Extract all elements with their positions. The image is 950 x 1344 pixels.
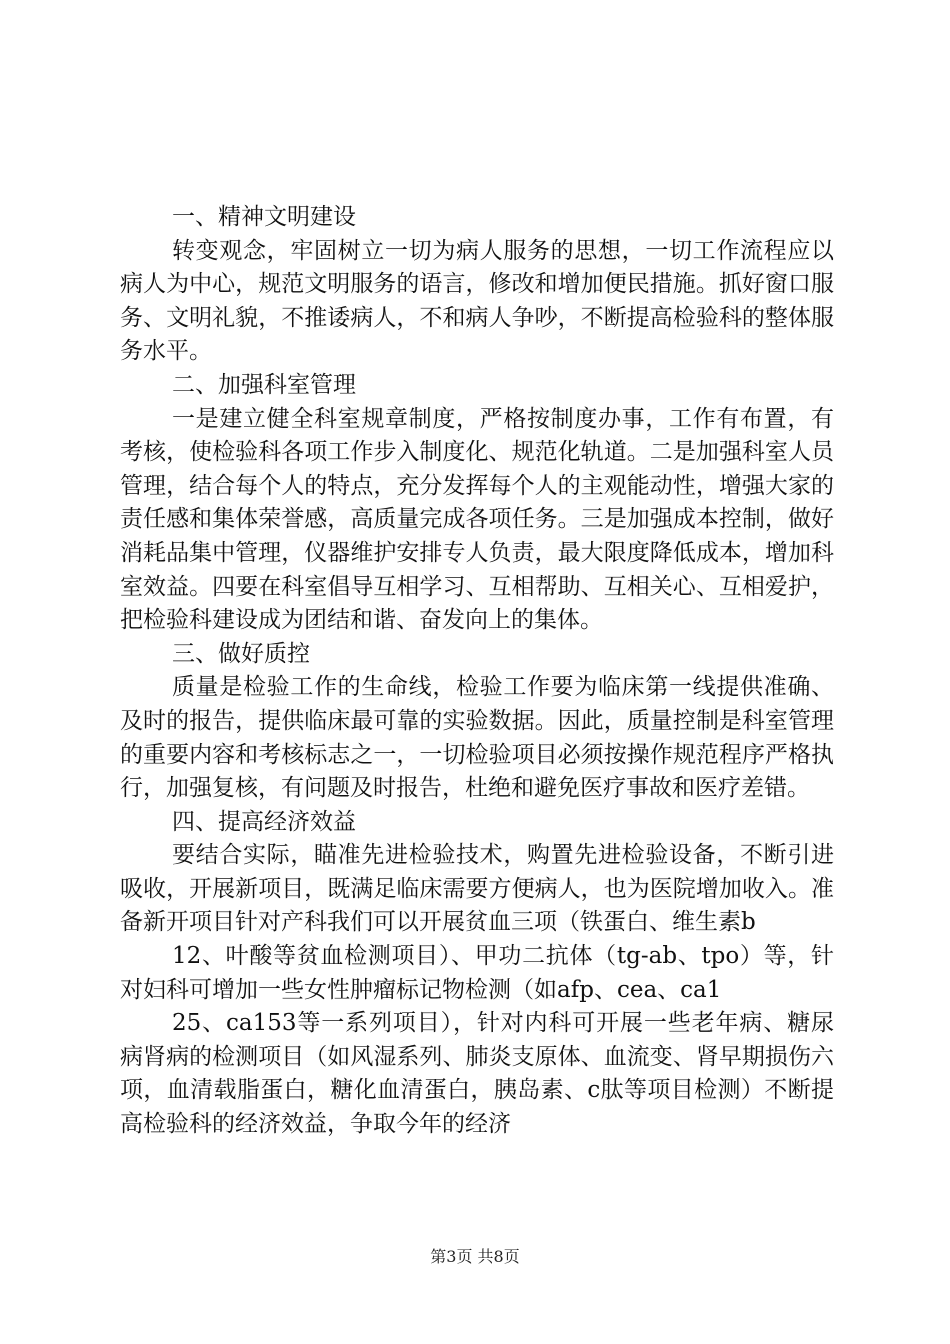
document-body	[120, 201, 834, 1142]
section-heading: 二、加强科室管理	[172, 371, 356, 398]
body-paragraph: 一是建立健全科室规章制度，严格按制度办事，工作有布置，有考核，使检验科各项工作步入制度化、规范化轨道。二是加强科室人员管理，结合每个人的特点，充分发挥每个人的主观能动性，增强大家的责任感和集体荣誉感，高质量完成各项任务。三是加强成本控制，做好消耗品集中管理，仪器维护安排专人负责，最大限度降低成本，增加科室效益。四要在科室倡导互相学习、互相帮助、互相关心、互相爱护，把检验科建设成为团结和谐、奋发向上的集体。	[120, 405, 834, 634]
section-heading: 一、精神文明建设	[172, 204, 356, 230]
body-paragraph: 质量是检验工作的生命线，检验工作要为临床第一线提供准确、及时的报告，提供临床最可靠的实验数据。因此，质量控制是科室管理的重要内容和考核标志之一，一切检验项目必须按操作规范程序严格执行，加强复核，有问题及时报告，杜绝和避免医疗事故和医疗差错。	[120, 674, 834, 802]
section-heading: 三、做好质控	[172, 640, 310, 667]
body-paragraph: 12、叶酸等贫血检测项目）、甲功二抗体（tg-ab、tpo）等，针对妇科可增加一些女性肿瘤标记物检测（如afp、cea、ca1	[120, 943, 834, 1003]
section-heading: 四、提高经济效益	[172, 808, 356, 835]
body-paragraph: 转变观念，牢固树立一切为病人服务的思想，一切工作流程应以病人为中心，规范文明服务的语言，修改和增加便民措施。抓好窗口服务、文明礼貌，不推诿病人，不和病人争吵，不断提高检验科的整体服务水平。	[120, 237, 834, 365]
page-number-footer: 第3页 共8页	[430, 1247, 520, 1266]
body-paragraph: 要结合实际，瞄准先进检验技术，购置先进检验设备，不断引进吸收，开展新项目，既满足临床需要方便病人，也为医院增加收入。准备新开项目针对产科我们可以开展贫血三项（铁蛋白、维生素b	[120, 842, 834, 936]
body-paragraph: 25、ca153等一系列项目），针对内科可开展一些老年病、糖尿病肾病的检测项目（如风湿系列、肺炎支原体、血流变、肾早期损伤六项，血清载脂蛋白，糖化血清蛋白，胰岛素、c肽等项目检测）不断提高检验科的经济效益，争取今年的经济	[120, 1010, 834, 1138]
